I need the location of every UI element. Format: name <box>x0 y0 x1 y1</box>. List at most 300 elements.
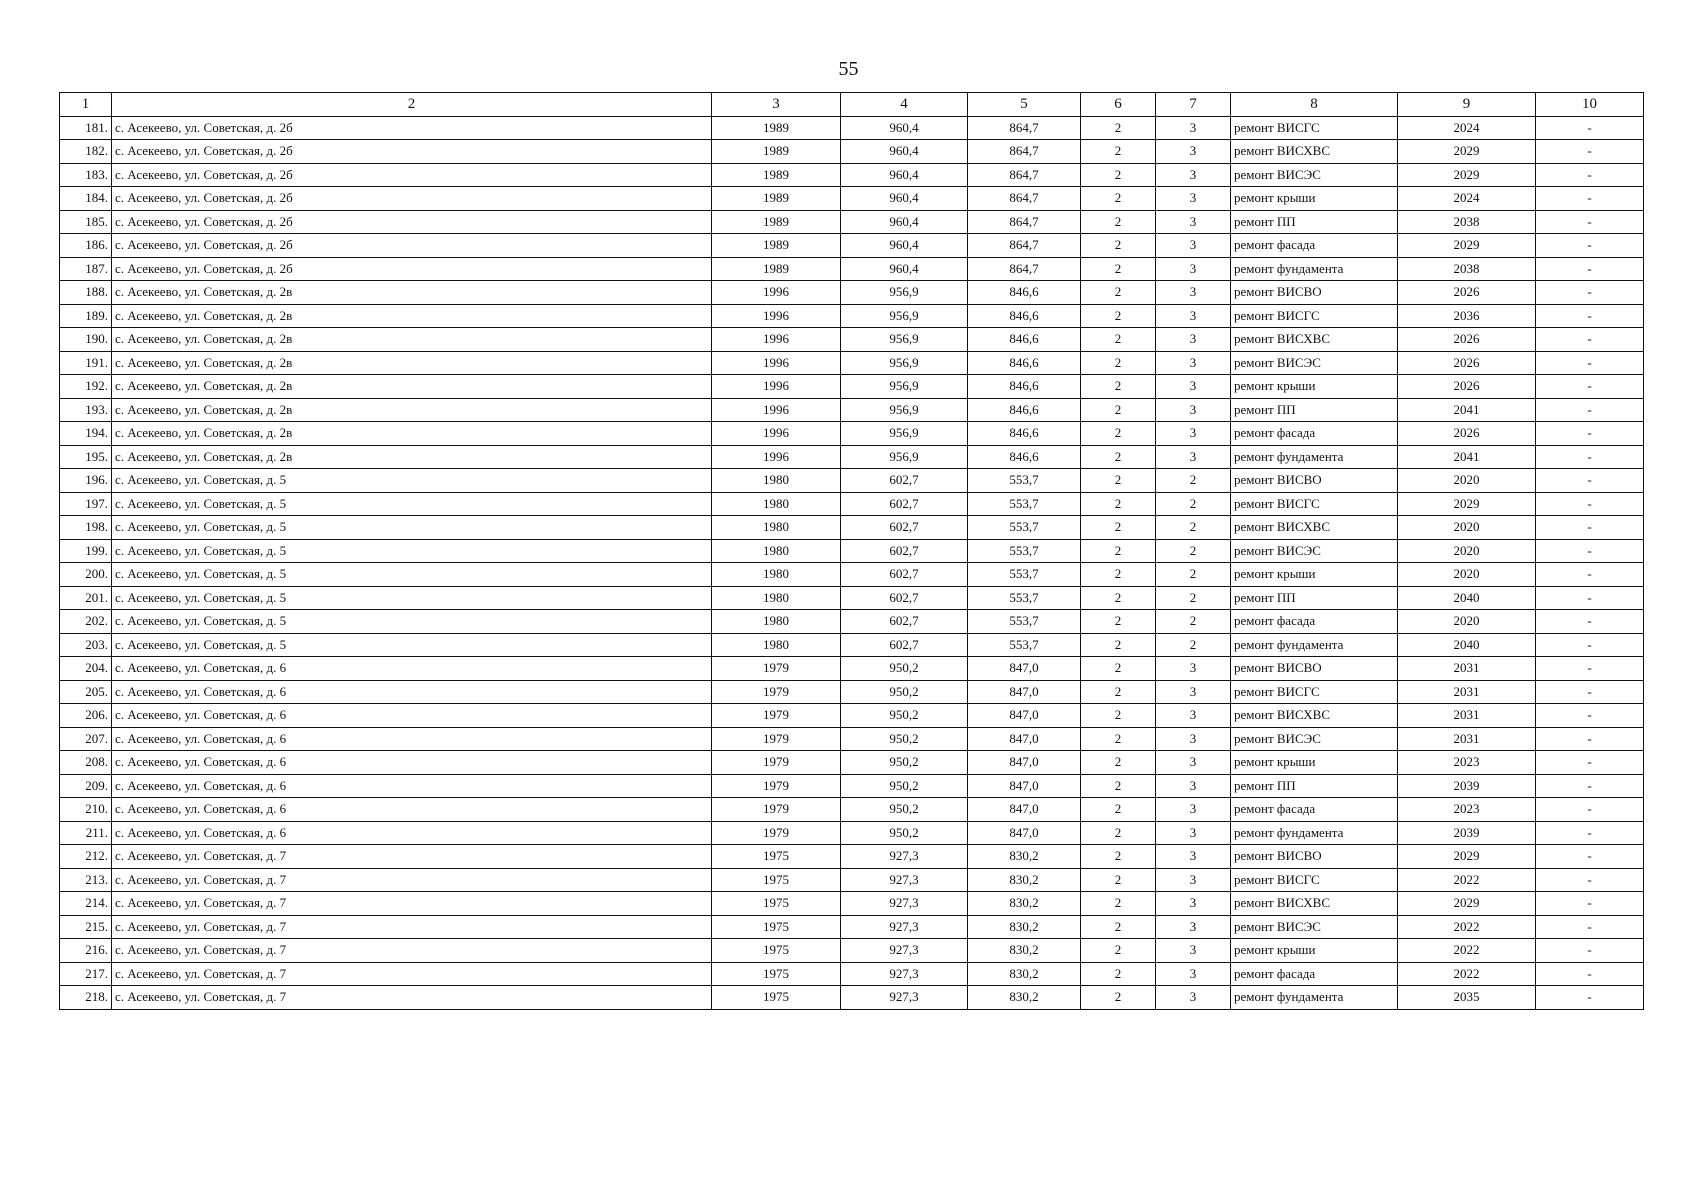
total-area-cell: 956,9 <box>841 281 968 305</box>
table-row <box>60 704 1644 728</box>
planned-year-cell: 2029 <box>1398 163 1536 187</box>
address-cell: с. Асекеево, ул. Советская, д. 2б <box>112 234 712 258</box>
living-area-cell: 846,6 <box>968 351 1081 375</box>
work-type-cell: ремонт ВИСГС <box>1231 680 1398 704</box>
address-cell: с. Асекеево, ул. Советская, д. 6 <box>112 798 712 822</box>
column-10-cell: - <box>1536 657 1644 681</box>
column-6-cell: 2 <box>1081 774 1156 798</box>
work-type-cell: ремонт фундамента <box>1231 445 1398 469</box>
table-row <box>60 351 1644 375</box>
living-area-cell: 846,6 <box>968 304 1081 328</box>
column-10-cell: - <box>1536 281 1644 305</box>
planned-year-cell: 2040 <box>1398 633 1536 657</box>
planned-year-cell: 2024 <box>1398 187 1536 211</box>
row-number: 183. <box>60 163 112 187</box>
column-10-cell: - <box>1536 915 1644 939</box>
column-6-cell: 2 <box>1081 328 1156 352</box>
address-cell: с. Асекеево, ул. Советская, д. 5 <box>112 563 712 587</box>
year-cell: 1980 <box>712 469 841 493</box>
column-7-cell: 3 <box>1156 398 1231 422</box>
living-area-cell: 847,0 <box>968 657 1081 681</box>
row-number: 214. <box>60 892 112 916</box>
planned-year-cell: 2026 <box>1398 281 1536 305</box>
column-6-cell: 2 <box>1081 704 1156 728</box>
column-6-cell: 2 <box>1081 257 1156 281</box>
row-number: 208. <box>60 751 112 775</box>
column-10-cell: - <box>1536 187 1644 211</box>
column-10-cell: - <box>1536 892 1644 916</box>
planned-year-cell: 2026 <box>1398 351 1536 375</box>
column-10-cell: - <box>1536 586 1644 610</box>
column-10-cell: - <box>1536 727 1644 751</box>
column-7-cell: 3 <box>1156 163 1231 187</box>
year-cell: 1979 <box>712 751 841 775</box>
living-area-cell: 847,0 <box>968 774 1081 798</box>
address-cell: с. Асекеево, ул. Советская, д. 6 <box>112 821 712 845</box>
column-6-cell: 2 <box>1081 962 1156 986</box>
column-6-cell: 2 <box>1081 116 1156 140</box>
column-7-cell: 3 <box>1156 445 1231 469</box>
column-7-cell: 3 <box>1156 751 1231 775</box>
planned-year-cell: 2026 <box>1398 375 1536 399</box>
total-area-cell: 960,4 <box>841 257 968 281</box>
year-cell: 1996 <box>712 422 841 446</box>
column-6-cell: 2 <box>1081 163 1156 187</box>
row-number: 181. <box>60 116 112 140</box>
total-area-cell: 602,7 <box>841 633 968 657</box>
table-row <box>60 563 1644 587</box>
work-type-cell: ремонт фундамента <box>1231 257 1398 281</box>
column-10-cell: - <box>1536 563 1644 587</box>
column-6-cell: 2 <box>1081 445 1156 469</box>
column-7-cell: 3 <box>1156 915 1231 939</box>
row-number: 195. <box>60 445 112 469</box>
total-area-cell: 960,4 <box>841 116 968 140</box>
total-area-cell: 602,7 <box>841 563 968 587</box>
column-7-cell: 3 <box>1156 774 1231 798</box>
row-number: 184. <box>60 187 112 211</box>
column-7-cell: 3 <box>1156 116 1231 140</box>
column-10-cell: - <box>1536 469 1644 493</box>
column-6-cell: 2 <box>1081 140 1156 164</box>
total-area-cell: 950,2 <box>841 657 968 681</box>
column-10-cell: - <box>1536 868 1644 892</box>
year-cell: 1979 <box>712 657 841 681</box>
work-type-cell: ремонт ПП <box>1231 398 1398 422</box>
living-area-cell: 830,2 <box>968 892 1081 916</box>
column-7-cell: 3 <box>1156 210 1231 234</box>
year-cell: 1980 <box>712 586 841 610</box>
living-area-cell: 553,7 <box>968 492 1081 516</box>
row-number: 205. <box>60 680 112 704</box>
column-6-cell: 2 <box>1081 586 1156 610</box>
column-header-3: 3 <box>712 93 841 117</box>
year-cell: 1996 <box>712 351 841 375</box>
column-6-cell: 2 <box>1081 868 1156 892</box>
address-cell: с. Асекеево, ул. Советская, д. 5 <box>112 586 712 610</box>
planned-year-cell: 2026 <box>1398 422 1536 446</box>
work-type-cell: ремонт ВИСХВС <box>1231 140 1398 164</box>
year-cell: 1979 <box>712 798 841 822</box>
table-row <box>60 422 1644 446</box>
column-6-cell: 2 <box>1081 539 1156 563</box>
column-header-6: 6 <box>1081 93 1156 117</box>
year-cell: 1996 <box>712 304 841 328</box>
column-7-cell: 3 <box>1156 868 1231 892</box>
column-7-cell: 2 <box>1156 563 1231 587</box>
column-6-cell: 2 <box>1081 563 1156 587</box>
work-type-cell: ремонт ВИСХВС <box>1231 516 1398 540</box>
column-6-cell: 2 <box>1081 469 1156 493</box>
table-row <box>60 210 1644 234</box>
table-row <box>60 868 1644 892</box>
table-row <box>60 798 1644 822</box>
column-7-cell: 3 <box>1156 892 1231 916</box>
column-10-cell: - <box>1536 821 1644 845</box>
column-7-cell: 3 <box>1156 328 1231 352</box>
column-10-cell: - <box>1536 633 1644 657</box>
address-cell: с. Асекеево, ул. Советская, д. 5 <box>112 516 712 540</box>
year-cell: 1979 <box>712 727 841 751</box>
table-row <box>60 516 1644 540</box>
year-cell: 1975 <box>712 962 841 986</box>
planned-year-cell: 2041 <box>1398 445 1536 469</box>
work-type-cell: ремонт крыши <box>1231 375 1398 399</box>
year-cell: 1996 <box>712 398 841 422</box>
row-number: 203. <box>60 633 112 657</box>
total-area-cell: 956,9 <box>841 328 968 352</box>
row-number: 188. <box>60 281 112 305</box>
year-cell: 1980 <box>712 516 841 540</box>
total-area-cell: 950,2 <box>841 798 968 822</box>
year-cell: 1975 <box>712 868 841 892</box>
total-area-cell: 960,4 <box>841 140 968 164</box>
address-cell: с. Асекеево, ул. Советская, д. 2в <box>112 398 712 422</box>
column-6-cell: 2 <box>1081 304 1156 328</box>
row-number: 191. <box>60 351 112 375</box>
column-7-cell: 3 <box>1156 727 1231 751</box>
column-7-cell: 3 <box>1156 351 1231 375</box>
column-6-cell: 2 <box>1081 492 1156 516</box>
address-cell: с. Асекеево, ул. Советская, д. 7 <box>112 892 712 916</box>
row-number: 192. <box>60 375 112 399</box>
column-6-cell: 2 <box>1081 821 1156 845</box>
work-type-cell: ремонт фасада <box>1231 234 1398 258</box>
year-cell: 1975 <box>712 939 841 963</box>
row-number: 209. <box>60 774 112 798</box>
column-10-cell: - <box>1536 516 1644 540</box>
planned-year-cell: 2022 <box>1398 915 1536 939</box>
work-type-cell: ремонт ВИСЭС <box>1231 915 1398 939</box>
column-10-cell: - <box>1536 422 1644 446</box>
column-6-cell: 2 <box>1081 845 1156 869</box>
year-cell: 1979 <box>712 774 841 798</box>
column-header-4: 4 <box>841 93 968 117</box>
planned-year-cell: 2022 <box>1398 939 1536 963</box>
column-header-1: 1 <box>60 93 112 117</box>
row-number: 213. <box>60 868 112 892</box>
living-area-cell: 846,6 <box>968 445 1081 469</box>
address-cell: с. Асекеево, ул. Советская, д. 6 <box>112 680 712 704</box>
living-area-cell: 847,0 <box>968 751 1081 775</box>
row-number: 194. <box>60 422 112 446</box>
column-6-cell: 2 <box>1081 986 1156 1010</box>
year-cell: 1989 <box>712 140 841 164</box>
column-6-cell: 2 <box>1081 187 1156 211</box>
address-cell: с. Асекеево, ул. Советская, д. 7 <box>112 868 712 892</box>
table-row <box>60 586 1644 610</box>
column-7-cell: 3 <box>1156 234 1231 258</box>
year-cell: 1975 <box>712 986 841 1010</box>
row-number: 193. <box>60 398 112 422</box>
planned-year-cell: 2039 <box>1398 774 1536 798</box>
living-area-cell: 864,7 <box>968 163 1081 187</box>
work-type-cell: ремонт ВИСВО <box>1231 845 1398 869</box>
row-number: 197. <box>60 492 112 516</box>
total-area-cell: 927,3 <box>841 845 968 869</box>
living-area-cell: 846,6 <box>968 398 1081 422</box>
row-number: 189. <box>60 304 112 328</box>
year-cell: 1989 <box>712 187 841 211</box>
living-area-cell: 553,7 <box>968 516 1081 540</box>
column-6-cell: 2 <box>1081 892 1156 916</box>
column-10-cell: - <box>1536 704 1644 728</box>
total-area-cell: 956,9 <box>841 351 968 375</box>
row-number: 207. <box>60 727 112 751</box>
work-type-cell: ремонт ВИСХВС <box>1231 328 1398 352</box>
total-area-cell: 927,3 <box>841 915 968 939</box>
table-row <box>60 657 1644 681</box>
year-cell: 1980 <box>712 492 841 516</box>
total-area-cell: 602,7 <box>841 586 968 610</box>
address-cell: с. Асекеево, ул. Советская, д. 5 <box>112 492 712 516</box>
address-cell: с. Асекеево, ул. Советская, д. 7 <box>112 986 712 1010</box>
planned-year-cell: 2020 <box>1398 516 1536 540</box>
living-area-cell: 847,0 <box>968 704 1081 728</box>
table-row <box>60 962 1644 986</box>
table-body <box>60 116 1644 1009</box>
address-cell: с. Асекеево, ул. Советская, д. 6 <box>112 704 712 728</box>
year-cell: 1989 <box>712 257 841 281</box>
column-10-cell: - <box>1536 680 1644 704</box>
total-area-cell: 956,9 <box>841 445 968 469</box>
work-type-cell: ремонт фасада <box>1231 798 1398 822</box>
total-area-cell: 602,7 <box>841 610 968 634</box>
column-7-cell: 3 <box>1156 304 1231 328</box>
column-6-cell: 2 <box>1081 210 1156 234</box>
living-area-cell: 830,2 <box>968 845 1081 869</box>
column-10-cell: - <box>1536 492 1644 516</box>
column-10-cell: - <box>1536 210 1644 234</box>
column-6-cell: 2 <box>1081 751 1156 775</box>
total-area-cell: 927,3 <box>841 962 968 986</box>
column-7-cell: 2 <box>1156 610 1231 634</box>
planned-year-cell: 2029 <box>1398 845 1536 869</box>
column-7-cell: 3 <box>1156 257 1231 281</box>
column-6-cell: 2 <box>1081 422 1156 446</box>
column-7-cell: 3 <box>1156 140 1231 164</box>
address-cell: с. Асекеево, ул. Советская, д. 2в <box>112 445 712 469</box>
column-10-cell: - <box>1536 845 1644 869</box>
column-6-cell: 2 <box>1081 516 1156 540</box>
planned-year-cell: 2020 <box>1398 610 1536 634</box>
table-row <box>60 257 1644 281</box>
table-row <box>60 469 1644 493</box>
column-6-cell: 2 <box>1081 234 1156 258</box>
planned-year-cell: 2039 <box>1398 821 1536 845</box>
living-area-cell: 847,0 <box>968 727 1081 751</box>
row-number: 201. <box>60 586 112 610</box>
living-area-cell: 847,0 <box>968 680 1081 704</box>
column-6-cell: 2 <box>1081 398 1156 422</box>
planned-year-cell: 2022 <box>1398 962 1536 986</box>
total-area-cell: 956,9 <box>841 375 968 399</box>
table-row <box>60 939 1644 963</box>
column-10-cell: - <box>1536 234 1644 258</box>
planned-year-cell: 2022 <box>1398 868 1536 892</box>
column-10-cell: - <box>1536 375 1644 399</box>
year-cell: 1989 <box>712 163 841 187</box>
total-area-cell: 960,4 <box>841 187 968 211</box>
column-10-cell: - <box>1536 140 1644 164</box>
column-10-cell: - <box>1536 351 1644 375</box>
address-cell: с. Асекеево, ул. Советская, д. 2б <box>112 257 712 281</box>
row-number: 185. <box>60 210 112 234</box>
column-7-cell: 2 <box>1156 586 1231 610</box>
planned-year-cell: 2035 <box>1398 986 1536 1010</box>
row-number: 200. <box>60 563 112 587</box>
address-cell: с. Асекеево, ул. Советская, д. 6 <box>112 727 712 751</box>
column-7-cell: 2 <box>1156 516 1231 540</box>
address-cell: с. Асекеево, ул. Советская, д. 2в <box>112 281 712 305</box>
living-area-cell: 553,7 <box>968 469 1081 493</box>
address-cell: с. Асекеево, ул. Советская, д. 7 <box>112 915 712 939</box>
table-row <box>60 492 1644 516</box>
total-area-cell: 602,7 <box>841 492 968 516</box>
address-cell: с. Асекеево, ул. Советская, д. 5 <box>112 610 712 634</box>
column-7-cell: 3 <box>1156 986 1231 1010</box>
column-7-cell: 3 <box>1156 657 1231 681</box>
column-7-cell: 3 <box>1156 939 1231 963</box>
work-type-cell: ремонт фасада <box>1231 962 1398 986</box>
register-table <box>59 92 1644 1010</box>
address-cell: с. Асекеево, ул. Советская, д. 2б <box>112 163 712 187</box>
column-7-cell: 3 <box>1156 962 1231 986</box>
living-area-cell: 864,7 <box>968 234 1081 258</box>
column-6-cell: 2 <box>1081 657 1156 681</box>
total-area-cell: 927,3 <box>841 986 968 1010</box>
table-row <box>60 539 1644 563</box>
work-type-cell: ремонт ВИСЭС <box>1231 163 1398 187</box>
table-row <box>60 633 1644 657</box>
address-cell: с. Асекеево, ул. Советская, д. 2в <box>112 422 712 446</box>
living-area-cell: 830,2 <box>968 962 1081 986</box>
column-10-cell: - <box>1536 163 1644 187</box>
address-cell: с. Асекеево, ул. Советская, д. 7 <box>112 939 712 963</box>
table-row <box>60 187 1644 211</box>
table-row <box>60 610 1644 634</box>
column-7-cell: 3 <box>1156 422 1231 446</box>
address-cell: с. Асекеево, ул. Советская, д. 2б <box>112 210 712 234</box>
row-number: 202. <box>60 610 112 634</box>
living-area-cell: 830,2 <box>968 915 1081 939</box>
total-area-cell: 927,3 <box>841 892 968 916</box>
table-row <box>60 281 1644 305</box>
address-cell: с. Асекеево, ул. Советская, д. 2б <box>112 187 712 211</box>
year-cell: 1980 <box>712 539 841 563</box>
table-row <box>60 328 1644 352</box>
total-area-cell: 956,9 <box>841 422 968 446</box>
column-7-cell: 2 <box>1156 469 1231 493</box>
living-area-cell: 847,0 <box>968 821 1081 845</box>
living-area-cell: 846,6 <box>968 422 1081 446</box>
year-cell: 1979 <box>712 821 841 845</box>
planned-year-cell: 2031 <box>1398 680 1536 704</box>
column-10-cell: - <box>1536 986 1644 1010</box>
planned-year-cell: 2020 <box>1398 469 1536 493</box>
column-6-cell: 2 <box>1081 939 1156 963</box>
work-type-cell: ремонт ПП <box>1231 774 1398 798</box>
total-area-cell: 602,7 <box>841 516 968 540</box>
row-number: 186. <box>60 234 112 258</box>
work-type-cell: ремонт ВИСГС <box>1231 116 1398 140</box>
address-cell: с. Асекеево, ул. Советская, д. 2б <box>112 140 712 164</box>
column-10-cell: - <box>1536 798 1644 822</box>
row-number: 206. <box>60 704 112 728</box>
column-7-cell: 3 <box>1156 821 1231 845</box>
year-cell: 1989 <box>712 234 841 258</box>
address-cell: с. Асекеево, ул. Советская, д. 6 <box>112 774 712 798</box>
row-number: 199. <box>60 539 112 563</box>
living-area-cell: 864,7 <box>968 210 1081 234</box>
total-area-cell: 956,9 <box>841 398 968 422</box>
table-row <box>60 727 1644 751</box>
table-row <box>60 915 1644 939</box>
living-area-cell: 553,7 <box>968 633 1081 657</box>
table-row <box>60 445 1644 469</box>
living-area-cell: 553,7 <box>968 586 1081 610</box>
total-area-cell: 960,4 <box>841 210 968 234</box>
year-cell: 1989 <box>712 210 841 234</box>
table-row <box>60 986 1644 1010</box>
living-area-cell: 864,7 <box>968 187 1081 211</box>
row-number: 182. <box>60 140 112 164</box>
living-area-cell: 846,6 <box>968 281 1081 305</box>
column-10-cell: - <box>1536 939 1644 963</box>
work-type-cell: ремонт ПП <box>1231 586 1398 610</box>
table-row <box>60 680 1644 704</box>
work-type-cell: ремонт фасада <box>1231 422 1398 446</box>
column-7-cell: 3 <box>1156 798 1231 822</box>
row-number: 211. <box>60 821 112 845</box>
column-10-cell: - <box>1536 962 1644 986</box>
column-6-cell: 2 <box>1081 680 1156 704</box>
header-row <box>60 93 1644 117</box>
planned-year-cell: 2020 <box>1398 563 1536 587</box>
column-7-cell: 2 <box>1156 633 1231 657</box>
planned-year-cell: 2029 <box>1398 892 1536 916</box>
column-header-9: 9 <box>1398 93 1536 117</box>
work-type-cell: ремонт крыши <box>1231 751 1398 775</box>
table-row <box>60 398 1644 422</box>
column-10-cell: - <box>1536 257 1644 281</box>
total-area-cell: 927,3 <box>841 939 968 963</box>
total-area-cell: 950,2 <box>841 774 968 798</box>
work-type-cell: ремонт ВИСВО <box>1231 469 1398 493</box>
work-type-cell: ремонт крыши <box>1231 939 1398 963</box>
work-type-cell: ремонт ВИСВО <box>1231 657 1398 681</box>
address-cell: с. Асекеево, ул. Советская, д. 6 <box>112 751 712 775</box>
